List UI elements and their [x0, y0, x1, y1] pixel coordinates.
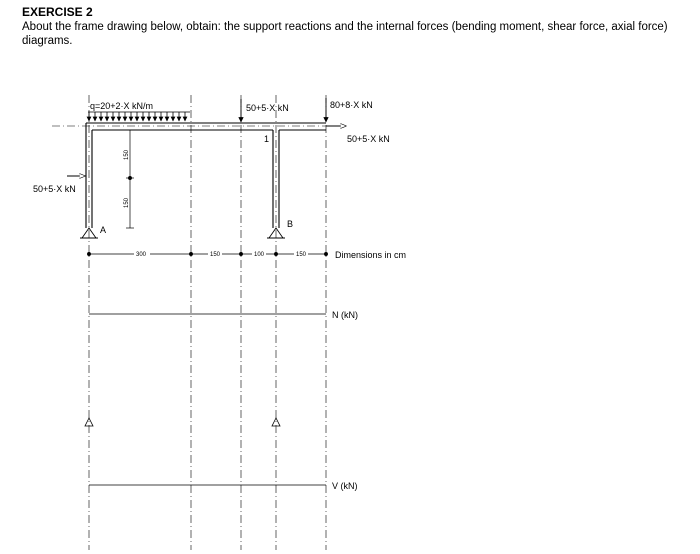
point-load-middle-label: 50+5·X kN — [246, 103, 289, 113]
support-a-label: A — [100, 225, 107, 235]
shear-diagram-label: V (kN) — [332, 481, 358, 491]
exercise-title: EXERCISE 2 — [22, 5, 93, 19]
horizontal-dim-3: 100 — [254, 252, 265, 258]
node-1-label: 1 — [264, 134, 270, 144]
support-b-label: B — [287, 219, 294, 229]
horizontal-dim-4: 150 — [296, 252, 307, 258]
vertical-gridlines — [89, 95, 326, 550]
horizontal-dimension — [87, 252, 327, 255]
vertical-dimension — [126, 130, 134, 228]
axial-diagram-label: N (kN) — [332, 310, 358, 320]
vertical-dim-lower: 150 — [124, 197, 130, 208]
horizontal-load-right-label: 50+5·X kN — [347, 134, 390, 144]
vertical-dim-upper: 150 — [124, 149, 130, 160]
dimensions-caption: Dimensions in cm — [335, 250, 407, 260]
horizontal-dim-2: 150 — [210, 252, 221, 258]
beam — [86, 123, 326, 130]
distributed-load-label: q=20+2·X kN/m — [90, 101, 154, 111]
distributed-load — [88, 112, 190, 121]
exercise-statement: About the frame drawing below, obtain: the support reactions and the internal forces (bending moment, shear force, axial force) diagrams. — [22, 21, 668, 47]
horizontal-load-left-label: 50+5·X kN — [33, 184, 76, 194]
point-load-right-label: 80+8·X kN — [330, 100, 373, 110]
horizontal-dim-1: 300 — [136, 252, 147, 258]
frame-structure — [86, 123, 326, 228]
